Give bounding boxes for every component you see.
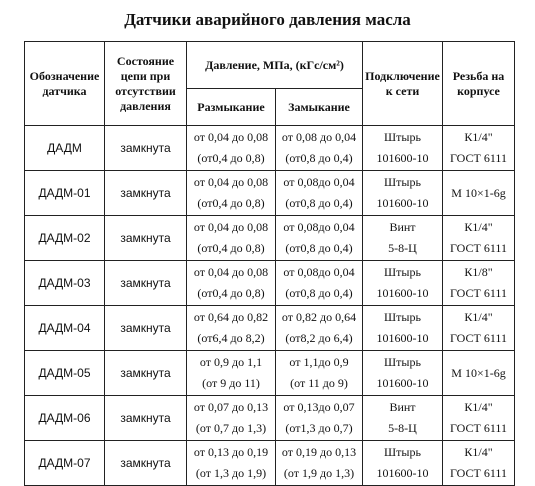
header-closing: Замыкание: [276, 89, 363, 126]
cell-closing-line-2: (от 1,9 до 1,3): [283, 466, 355, 480]
cell-opening-line-2: (от0,4 до 0,8): [197, 241, 265, 255]
cell-opening-line-1: от 0,04 до 0,08: [193, 220, 269, 234]
cell-connection-line-2: 101600-10: [376, 151, 429, 165]
table-row: [25, 441, 515, 486]
cell-connection-line-1: Штырь: [384, 175, 421, 189]
cell-connection: [363, 171, 443, 216]
cell-thread: [443, 126, 515, 171]
cell-closing: [276, 441, 363, 486]
cell-designation: [25, 261, 105, 306]
cell-designation-line-1: ДАДМ-07: [38, 455, 91, 470]
cell-closing-line-1: от 0,08до 0,04: [283, 220, 355, 234]
cell-opening-line-1: от 0,9 до 1,1: [199, 355, 263, 369]
cell-connection: [363, 396, 443, 441]
cell-connection-line-2: 5-8-Ц: [388, 421, 417, 435]
cell-closing-line-2: (от8,2 до 6,4): [285, 331, 353, 345]
cell-thread-line-1: М 10×1-6g: [451, 185, 506, 200]
cell-designation: [25, 171, 105, 216]
cell-state: [105, 126, 187, 171]
cell-opening-line-2: (от 9 до 11): [202, 376, 260, 390]
cell-opening-line-2: (от0,4 до 0,8): [197, 151, 265, 165]
cell-connection-line-2: 101600-10: [376, 196, 429, 210]
cell-thread-line-2: ГОСТ 6111: [450, 331, 507, 345]
cell-opening-line-2: (от6,4 до 8,2): [197, 331, 265, 345]
cell-designation-line-1: ДАДМ-03: [38, 275, 91, 290]
cell-thread-line-2: ГОСТ 6111: [450, 466, 507, 480]
cell-state: [105, 441, 187, 486]
table-row: [25, 396, 515, 441]
cell-thread: [443, 261, 515, 306]
table-row: [25, 261, 515, 306]
cell-connection-line-2: 101600-10: [376, 331, 429, 345]
cell-connection-line-1: Винт: [389, 220, 416, 234]
cell-state-line-1: замкнута: [120, 320, 171, 335]
cell-connection-line-2: 5-8-Ц: [388, 241, 417, 255]
cell-opening-line-2: (от0,4 до 0,8): [197, 286, 265, 300]
cell-opening: [187, 216, 276, 261]
cell-state-line-1: замкнута: [120, 185, 171, 200]
cell-designation: [25, 216, 105, 261]
cell-thread-line-1: К1/4": [464, 400, 493, 414]
table-header-row: [25, 42, 515, 89]
cell-connection-line-1: Штырь: [384, 130, 421, 144]
cell-designation: [25, 396, 105, 441]
cell-closing: [276, 171, 363, 216]
table-row: [25, 126, 515, 171]
cell-designation-line-1: ДАДМ-01: [38, 185, 91, 200]
cell-thread-line-1: К1/4": [464, 130, 493, 144]
cell-closing-line-1: от 0,08до 0,04: [283, 175, 355, 189]
cell-state-line-1: замкнута: [120, 275, 171, 290]
cell-closing-line-1: от 0,08до 0,04: [283, 265, 355, 279]
cell-opening: [187, 171, 276, 216]
cell-closing-line-2: (от0,8 до 0,4): [285, 151, 353, 165]
cell-connection: [363, 216, 443, 261]
cell-state: [105, 396, 187, 441]
cell-thread-line-1: К1/4": [464, 220, 493, 234]
header-pressure: Давление, МПа, (кГс/см²): [187, 42, 363, 89]
cell-closing-line-2: (от 11 до 9): [290, 376, 348, 390]
cell-thread-line-1: К1/4": [464, 310, 493, 324]
header-connection: Подключение к сети: [363, 42, 443, 126]
table-row: [25, 351, 515, 396]
cell-closing-line-2: (от0,8 до 0,4): [285, 286, 353, 300]
cell-opening: [187, 306, 276, 351]
cell-connection-line-1: Штырь: [384, 355, 421, 369]
cell-closing: [276, 261, 363, 306]
cell-opening: [187, 261, 276, 306]
cell-closing-line-1: от 0,08 до 0,04: [281, 130, 357, 144]
cell-thread-line-2: ГОСТ 6111: [450, 286, 507, 300]
table-row: [25, 171, 515, 216]
table-row: [25, 306, 515, 351]
cell-state: [105, 171, 187, 216]
cell-closing-line-2: (от1,3 до 0,7): [285, 421, 353, 435]
header-thread: Резьба на корпусе: [443, 42, 515, 126]
cell-connection-line-2: 101600-10: [376, 286, 429, 300]
cell-opening-line-1: от 0,13 до 0,19: [193, 445, 269, 459]
cell-state: [105, 216, 187, 261]
table-row: [25, 216, 515, 261]
cell-state: [105, 351, 187, 396]
cell-designation: [25, 351, 105, 396]
cell-closing: [276, 396, 363, 441]
cell-closing-line-1: от 0,82 до 0,64: [281, 310, 357, 324]
cell-opening: [187, 126, 276, 171]
cell-opening: [187, 351, 276, 396]
cell-state-line-1: замкнута: [120, 230, 171, 245]
cell-state-line-1: замкнута: [120, 410, 171, 425]
cell-connection-line-1: Штырь: [384, 445, 421, 459]
cell-connection: [363, 126, 443, 171]
cell-thread: [443, 351, 515, 396]
cell-closing-line-1: от 1,1до 0,9: [289, 355, 349, 369]
cell-connection: [363, 261, 443, 306]
cell-designation: [25, 306, 105, 351]
header-state: Состояние цепи при отсутствии давления: [105, 42, 187, 126]
cell-opening: [187, 441, 276, 486]
cell-opening-line-2: (от 0,7 до 1,3): [195, 421, 267, 435]
cell-state: [105, 306, 187, 351]
cell-thread: [443, 306, 515, 351]
cell-designation-line-1: ДАДМ-04: [38, 320, 91, 335]
cell-state-line-1: замкнута: [120, 365, 171, 380]
cell-designation-line-1: ДАДМ-02: [38, 230, 91, 245]
cell-connection-line-1: Винт: [389, 400, 416, 414]
cell-designation: [25, 126, 105, 171]
cell-designation-line-1: ДАДМ-05: [38, 365, 91, 380]
cell-opening-line-2: (от 1,3 до 1,9): [195, 466, 267, 480]
cell-connection-line-2: 101600-10: [376, 376, 429, 390]
cell-connection-line-1: Штырь: [384, 265, 421, 279]
sensor-table: [24, 41, 515, 486]
cell-opening-line-1: от 0,04 до 0,08: [193, 130, 269, 144]
cell-connection-line-1: Штырь: [384, 310, 421, 324]
cell-closing-line-2: (от0,8 до 0,4): [285, 241, 353, 255]
cell-thread: [443, 396, 515, 441]
cell-closing: [276, 351, 363, 396]
cell-opening-line-1: от 0,07 до 0,13: [193, 400, 269, 414]
cell-opening-line-1: от 0,04 до 0,08: [193, 265, 269, 279]
cell-closing-line-2: (от0,8 до 0,4): [285, 196, 353, 210]
header-opening: Размыкание: [187, 89, 276, 126]
cell-designation-line-1: ДАДМ: [47, 140, 82, 155]
cell-opening-line-1: от 0,64 до 0,82: [193, 310, 269, 324]
cell-thread-line-2: ГОСТ 6111: [450, 151, 507, 165]
cell-state: [105, 261, 187, 306]
cell-connection-line-2: 101600-10: [376, 466, 429, 480]
cell-thread-line-1: К1/4": [464, 445, 493, 459]
cell-connection: [363, 441, 443, 486]
cell-thread-line-2: ГОСТ 6111: [450, 241, 507, 255]
cell-closing-line-1: от 0,13до 0,07: [283, 400, 355, 414]
cell-closing: [276, 126, 363, 171]
cell-state-line-1: замкнута: [120, 140, 171, 155]
cell-opening-line-1: от 0,04 до 0,08: [193, 175, 269, 189]
cell-thread: [443, 171, 515, 216]
cell-thread: [443, 441, 515, 486]
cell-connection: [363, 351, 443, 396]
cell-closing: [276, 216, 363, 261]
cell-opening-line-2: (от0,4 до 0,8): [197, 196, 265, 210]
cell-thread: [443, 216, 515, 261]
cell-state-line-1: замкнута: [120, 455, 171, 470]
cell-thread-line-1: К1/8": [464, 265, 493, 279]
page-title: Датчики аварийного давления масла: [124, 10, 411, 29]
cell-designation: [25, 441, 105, 486]
cell-opening: [187, 396, 276, 441]
cell-thread-line-1: М 10×1-6g: [451, 365, 506, 380]
cell-thread-line-2: ГОСТ 6111: [450, 421, 507, 435]
cell-closing: [276, 306, 363, 351]
header-designation: Обозначение датчика: [25, 42, 105, 126]
cell-designation-line-1: ДАДМ-06: [38, 410, 91, 425]
cell-closing-line-1: от 0,19 до 0,13: [281, 445, 357, 459]
cell-connection: [363, 306, 443, 351]
